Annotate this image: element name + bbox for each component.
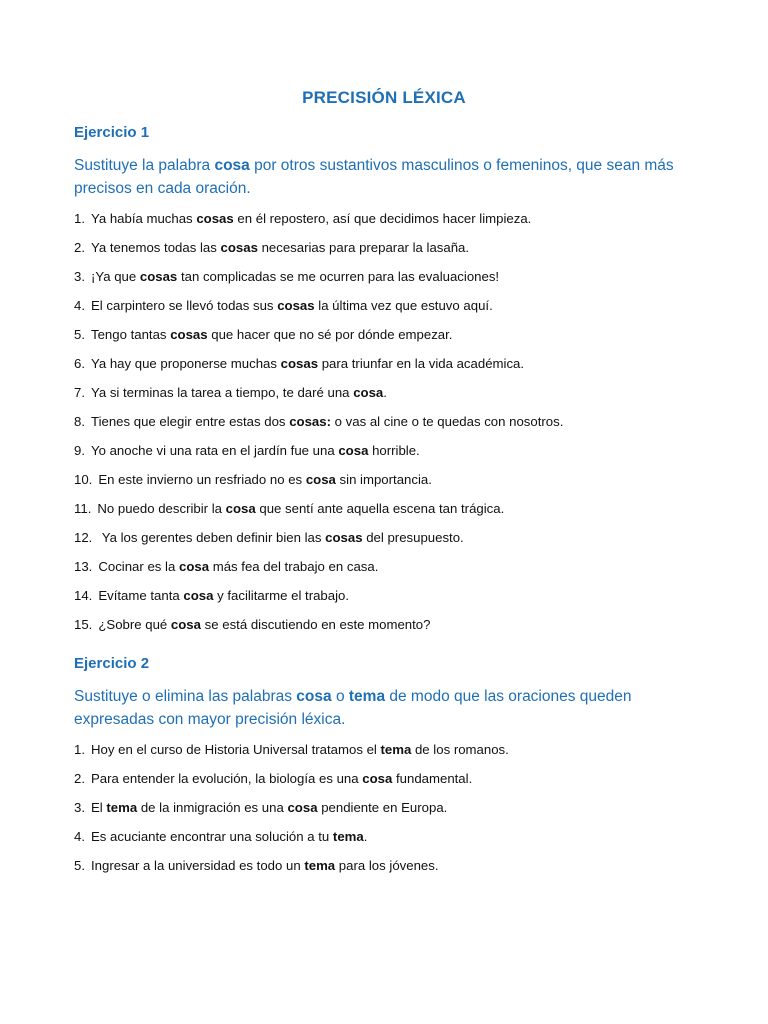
text-run: Tienes que elegir entre estas dos: [91, 414, 290, 429]
item-number: 4.: [74, 298, 85, 313]
text-run: El: [91, 800, 107, 815]
section-heading-ejercicio-1: Ejercicio 1: [74, 124, 150, 141]
text-run: El carpintero se llevó todas sus: [91, 298, 278, 313]
text-run: fundamental.: [392, 771, 473, 786]
item-number: 11.: [74, 501, 92, 516]
highlighted-word: cosa: [170, 617, 201, 632]
text-run: pendiente en Europa.: [317, 800, 448, 815]
highlighted-word: cosa: [287, 800, 318, 815]
text-run: se está discutiendo en este momento?: [200, 617, 431, 632]
list-item: [74, 240, 704, 256]
list-item: [74, 298, 704, 314]
text-run: de modo que las oraciones queden expresadas con mayor precisión léxica.: [74, 688, 632, 728]
list-item: [74, 800, 704, 816]
text-run: Sustituye o elimina las palabras: [74, 688, 297, 705]
section-heading-ejercicio-2: Ejercicio 2: [74, 655, 150, 672]
highlighted-word: cosa: [305, 472, 336, 487]
text-run: de la inmigración es una: [137, 800, 288, 815]
highlighted-word: cosas: [277, 298, 315, 313]
text-run: que sentí ante aquella escena tan trágica.: [255, 501, 505, 516]
text-run: Ya tenemos todas las: [91, 240, 221, 255]
page-title: PRECISIÓN LÉXICA: [302, 88, 466, 107]
text-run: No puedo describir la: [97, 501, 226, 516]
text-run: Ingresar a la universidad es todo un: [91, 858, 305, 873]
list-item: [74, 327, 704, 343]
item-number: 2.: [74, 240, 85, 255]
text-run: y facilitarme el trabajo.: [213, 588, 350, 603]
text-run: para los jóvenes.: [335, 858, 439, 873]
item-number: 5.: [74, 327, 85, 342]
text-run: En este invierno un resfriado no es: [98, 472, 306, 487]
item-number: 1.: [74, 742, 85, 757]
highlighted-word: cosas: [220, 240, 258, 255]
highlighted-word: cosas: [196, 211, 234, 226]
list-item: [74, 269, 704, 285]
text-run: que hacer que no sé por dónde empezar.: [207, 327, 453, 342]
exercise-list-ejercicio-1: [74, 211, 704, 646]
list-item: [74, 559, 704, 575]
list-item: [74, 443, 704, 459]
list-item: [74, 588, 704, 604]
highlighted-word: cosa: [338, 443, 369, 458]
text-run: sin importancia.: [335, 472, 432, 487]
text-run: ¡Ya que: [91, 269, 140, 284]
text-run: más fea del trabajo en casa.: [209, 559, 379, 574]
list-item: [74, 829, 704, 845]
section-instruction-ejercicio-1: [74, 154, 694, 200]
list-item: [74, 472, 704, 488]
item-number: 3.: [74, 269, 85, 284]
text-run: Ya si terminas la tarea a tiempo, te daré una: [91, 385, 354, 400]
item-number: 15.: [74, 617, 93, 632]
text-run: necesarias para preparar la lasaña.: [257, 240, 470, 255]
item-number: 7.: [74, 385, 85, 400]
text-run: Es acuciante encontrar una solución a tu: [91, 829, 333, 844]
item-number: 3.: [74, 800, 85, 815]
item-number: 9.: [74, 443, 85, 458]
text-run: ¿Sobre qué: [98, 617, 171, 632]
item-number: 6.: [74, 356, 85, 371]
text-run: Para entender la evolución, la biología es una: [91, 771, 363, 786]
text-run: o vas al cine o te quedas con nosotros.: [330, 414, 564, 429]
text-run: Evítame tanta: [98, 588, 184, 603]
highlighted-word: cosa: [214, 157, 250, 174]
highlighted-word: tema: [380, 742, 412, 757]
text-run: por otros sustantivos masculinos o femeninos, que sean más precisos en cada oración.: [74, 157, 674, 197]
highlighted-word: cosas: [170, 327, 208, 342]
text-run: .: [363, 829, 368, 844]
highlighted-word: cosas: [280, 356, 319, 371]
text-run: de los romanos.: [411, 742, 509, 757]
highlighted-word: cosa: [183, 588, 214, 603]
list-item: [74, 414, 704, 430]
text-run: horrible.: [368, 443, 420, 458]
list-item: [74, 858, 704, 874]
highlighted-word: cosa: [362, 771, 393, 786]
text-run: del presupuesto.: [362, 530, 464, 545]
highlighted-word: tema: [304, 858, 336, 873]
text-run: Sustituye la palabra: [74, 157, 215, 174]
text-run: .: [383, 385, 387, 400]
item-number: 12.: [74, 530, 93, 545]
item-number: 2.: [74, 771, 85, 786]
highlighted-word: cosas: [325, 530, 363, 545]
highlighted-word: cosa: [225, 501, 256, 516]
highlighted-word: cosas: [139, 269, 178, 284]
list-item: [74, 771, 704, 787]
text-run: tan complicadas se me ocurren para las evaluaciones!: [177, 269, 500, 284]
highlighted-word: tema: [332, 829, 364, 844]
highlighted-word: tema: [106, 800, 138, 815]
text-run: Cocinar es la: [98, 559, 179, 574]
text-run: Ya los gerentes deben definir bien las: [98, 530, 326, 545]
section-instruction-ejercicio-2: [74, 685, 694, 731]
list-item: [74, 385, 704, 401]
highlighted-word: cosa: [178, 559, 210, 574]
text-run: Tengo tantas: [91, 327, 171, 342]
list-item: [74, 356, 704, 372]
text-run: Ya hay que proponerse muchas: [91, 356, 281, 371]
item-number: 13.: [74, 559, 93, 574]
highlighted-word: cosas:: [289, 414, 331, 429]
text-run: Hoy en el curso de Historia Universal tratamos el: [91, 742, 381, 757]
highlighted-word: tema: [348, 688, 386, 705]
highlighted-word: cosa: [296, 688, 332, 705]
text-run: para triunfar en la vida académica.: [318, 356, 525, 371]
item-number: 1.: [74, 211, 85, 226]
item-number: 14.: [74, 588, 93, 603]
text-run: Ya había muchas: [91, 211, 197, 226]
item-number: 8.: [74, 414, 85, 429]
list-item: [74, 617, 704, 633]
item-number: 5.: [74, 858, 85, 873]
item-number: 10.: [74, 472, 93, 487]
exercise-list-ejercicio-2: [74, 742, 704, 887]
text-run: o: [331, 688, 349, 705]
list-item: [74, 742, 704, 758]
text-run: en él repostero, así que decidimos hacer limpieza.: [233, 211, 532, 226]
list-item: [74, 501, 704, 517]
text-run: Yo anoche vi una rata en el jardín fue una: [91, 443, 339, 458]
item-number: 4.: [74, 829, 85, 844]
text-run: la última vez que estuvo aquí.: [314, 298, 493, 313]
list-item: [74, 211, 704, 227]
list-item: [74, 530, 704, 546]
highlighted-word: cosa: [353, 385, 384, 400]
